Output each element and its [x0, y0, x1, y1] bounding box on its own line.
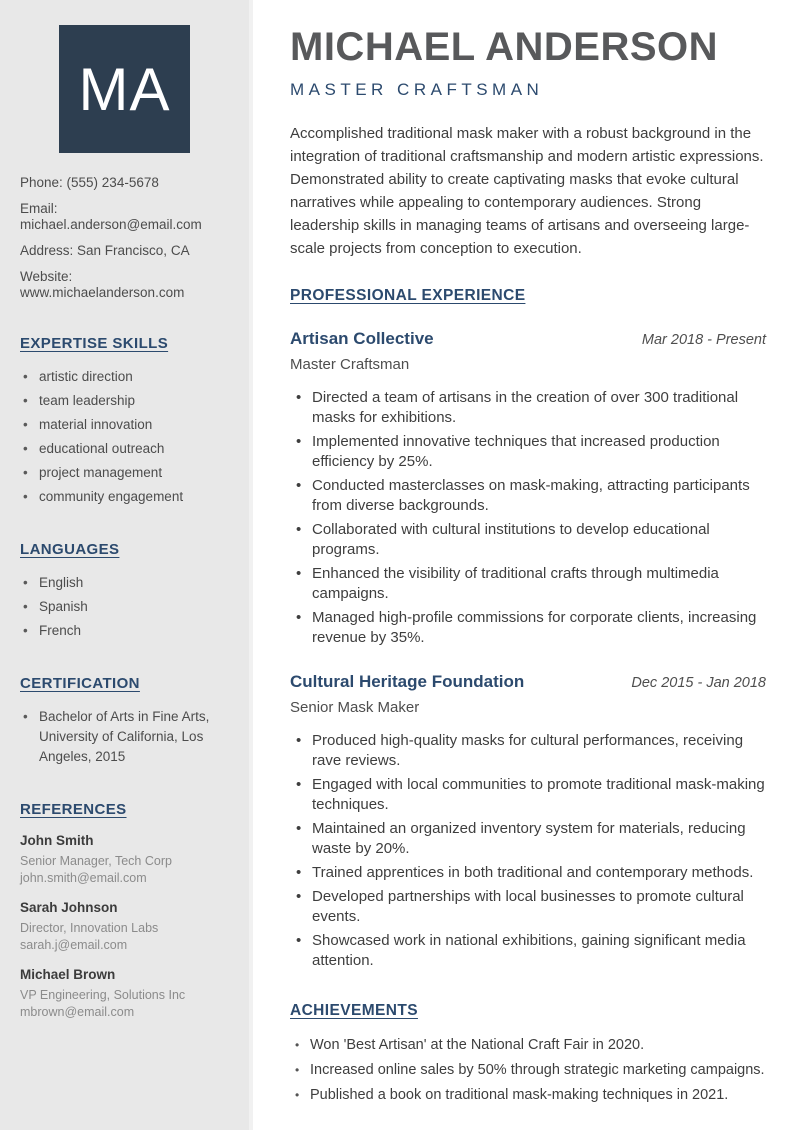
job-header — [290, 672, 766, 692]
skills-section — [20, 335, 229, 507]
job-bullet-item: • Engaged with local communities to promote traditional mask-making techniques. — [290, 775, 766, 815]
reference-name: John Smith — [20, 833, 94, 848]
languages-heading: LANGUAGES — [20, 541, 120, 558]
achievement-item: • Published a book on traditional mask-making techniques in 2021. — [290, 1085, 766, 1105]
achievements-list — [290, 1035, 766, 1105]
person-job-title: MASTER CRAFTSMAN — [290, 80, 544, 99]
contact-website: Website: www.michaelanderson.com — [20, 269, 185, 300]
job-bullets — [290, 388, 766, 648]
achievements-heading: ACHIEVEMENTS — [290, 1002, 418, 1019]
contact-address: Address: San Francisco, CA — [20, 243, 190, 258]
achievement-item: • Won 'Best Artisan' at the National Craft Fair in 2020. — [290, 1035, 766, 1055]
certification-item: • Bachelor of Arts in Fine Arts, University of California, Los Angeles, 2015 — [20, 707, 229, 767]
language-item: • Spanish — [20, 597, 229, 617]
reference-email: john.smith@email.com — [20, 871, 147, 885]
language-item: • French — [20, 621, 229, 641]
job-bullet-item: • Directed a team of artisans in the creation of over 300 traditional masks for exhibitions. — [290, 388, 766, 428]
skill-item: • material innovation — [20, 415, 229, 435]
skills-heading: EXPERTISE SKILLS — [20, 335, 169, 352]
avatar-initials: MA — [78, 55, 171, 123]
reference-title: Director, Innovation Labs — [20, 921, 159, 935]
job-bullets — [290, 731, 766, 971]
job-bullet-item: • Collaborated with cultural institutions to develop educational programs. — [290, 520, 766, 560]
experience-section — [290, 287, 766, 971]
summary-paragraph: Accomplished traditional mask maker with a robust background in the integration of traditional craftsmanship and modern artistic expressions. Demonstrated ability to create captivating masks that evoke cultural narratives while appealing to contemporary audiences. Strong leadership skills in managing teams of artisans and overseeing large-scale projects from conception to execution. — [290, 125, 764, 257]
job-bullet-item: • Conducted masterclasses on mask-making, attracting participants from diverse backgrounds. — [290, 476, 766, 516]
reference-name: Michael Brown — [20, 967, 116, 982]
contact-phone: Phone: (555) 234-5678 — [20, 175, 159, 190]
skill-item: • project management — [20, 463, 229, 483]
reference-entry — [20, 900, 229, 954]
job-bullet-item: • Maintained an organized inventory system for materials, reducing waste by 20%. — [290, 819, 766, 859]
job-bullet-item: • Trained apprentices in both traditional and contemporary methods. — [290, 863, 766, 883]
languages-section — [20, 541, 229, 641]
reference-title: VP Engineering, Solutions Inc — [20, 988, 186, 1002]
reference-email: mbrown@email.com — [20, 1005, 135, 1019]
job-bullet-item: • Showcased work in national exhibitions, gaining significant media attention. — [290, 931, 766, 971]
job-bullet-item: • Enhanced the visibility of traditional crafts through multimedia campaigns. — [290, 564, 766, 604]
main-content — [257, 0, 800, 1130]
contact-email: Email: michael.anderson@email.com — [20, 201, 202, 232]
job-bullet-item: • Developed partnerships with local businesses to promote cultural events. — [290, 887, 766, 927]
jobs-list — [290, 329, 766, 971]
avatar — [59, 25, 190, 153]
job-bullet-item: • Managed high-profile commissions for corporate clients, increasing revenue by 35%. — [290, 608, 766, 648]
job-dates: Dec 2015 - Jan 2018 — [631, 675, 766, 691]
certification-section — [20, 675, 229, 767]
job-company: Cultural Heritage Foundation — [290, 672, 525, 691]
skills-list — [20, 367, 229, 507]
skill-item: • educational outreach — [20, 439, 229, 459]
job-company: Artisan Collective — [290, 329, 434, 348]
experience-heading: PROFESSIONAL EXPERIENCE — [290, 287, 526, 304]
skill-item: • artistic direction — [20, 367, 229, 387]
references-heading: REFERENCES — [20, 801, 127, 818]
contact-info — [20, 175, 229, 301]
job-entry — [290, 329, 766, 648]
sidebar — [0, 0, 253, 1130]
reference-email: sarah.j@email.com — [20, 938, 128, 952]
job-dates: Mar 2018 - Present — [641, 332, 766, 348]
job-bullet-item: • Implemented innovative techniques that increased production efficiency by 25%. — [290, 432, 766, 472]
achievements-section — [290, 1002, 766, 1105]
job-bullet-item: • Produced high-quality masks for cultural performances, receiving rave reviews. — [290, 731, 766, 771]
references-list — [20, 833, 229, 1021]
achievement-item: • Increased online sales by 50% through strategic marketing campaigns. — [290, 1060, 766, 1080]
references-section — [20, 801, 229, 1021]
languages-list — [20, 573, 229, 641]
certification-list — [20, 707, 229, 767]
job-header — [290, 329, 766, 349]
reference-entry — [20, 967, 229, 1021]
job-role: Master Craftsman — [290, 356, 410, 373]
page-title: MICHAEL ANDERSON — [290, 25, 719, 69]
reference-name: Sarah Johnson — [20, 900, 118, 915]
job-role: Senior Mask Maker — [290, 699, 420, 716]
reference-title: Senior Manager, Tech Corp — [20, 854, 172, 868]
job-entry — [290, 672, 766, 971]
skill-item: • community engagement — [20, 487, 229, 507]
language-item: • English — [20, 573, 229, 593]
certification-heading: CERTIFICATION — [20, 675, 140, 692]
reference-entry — [20, 833, 229, 887]
skill-item: • team leadership — [20, 391, 229, 411]
